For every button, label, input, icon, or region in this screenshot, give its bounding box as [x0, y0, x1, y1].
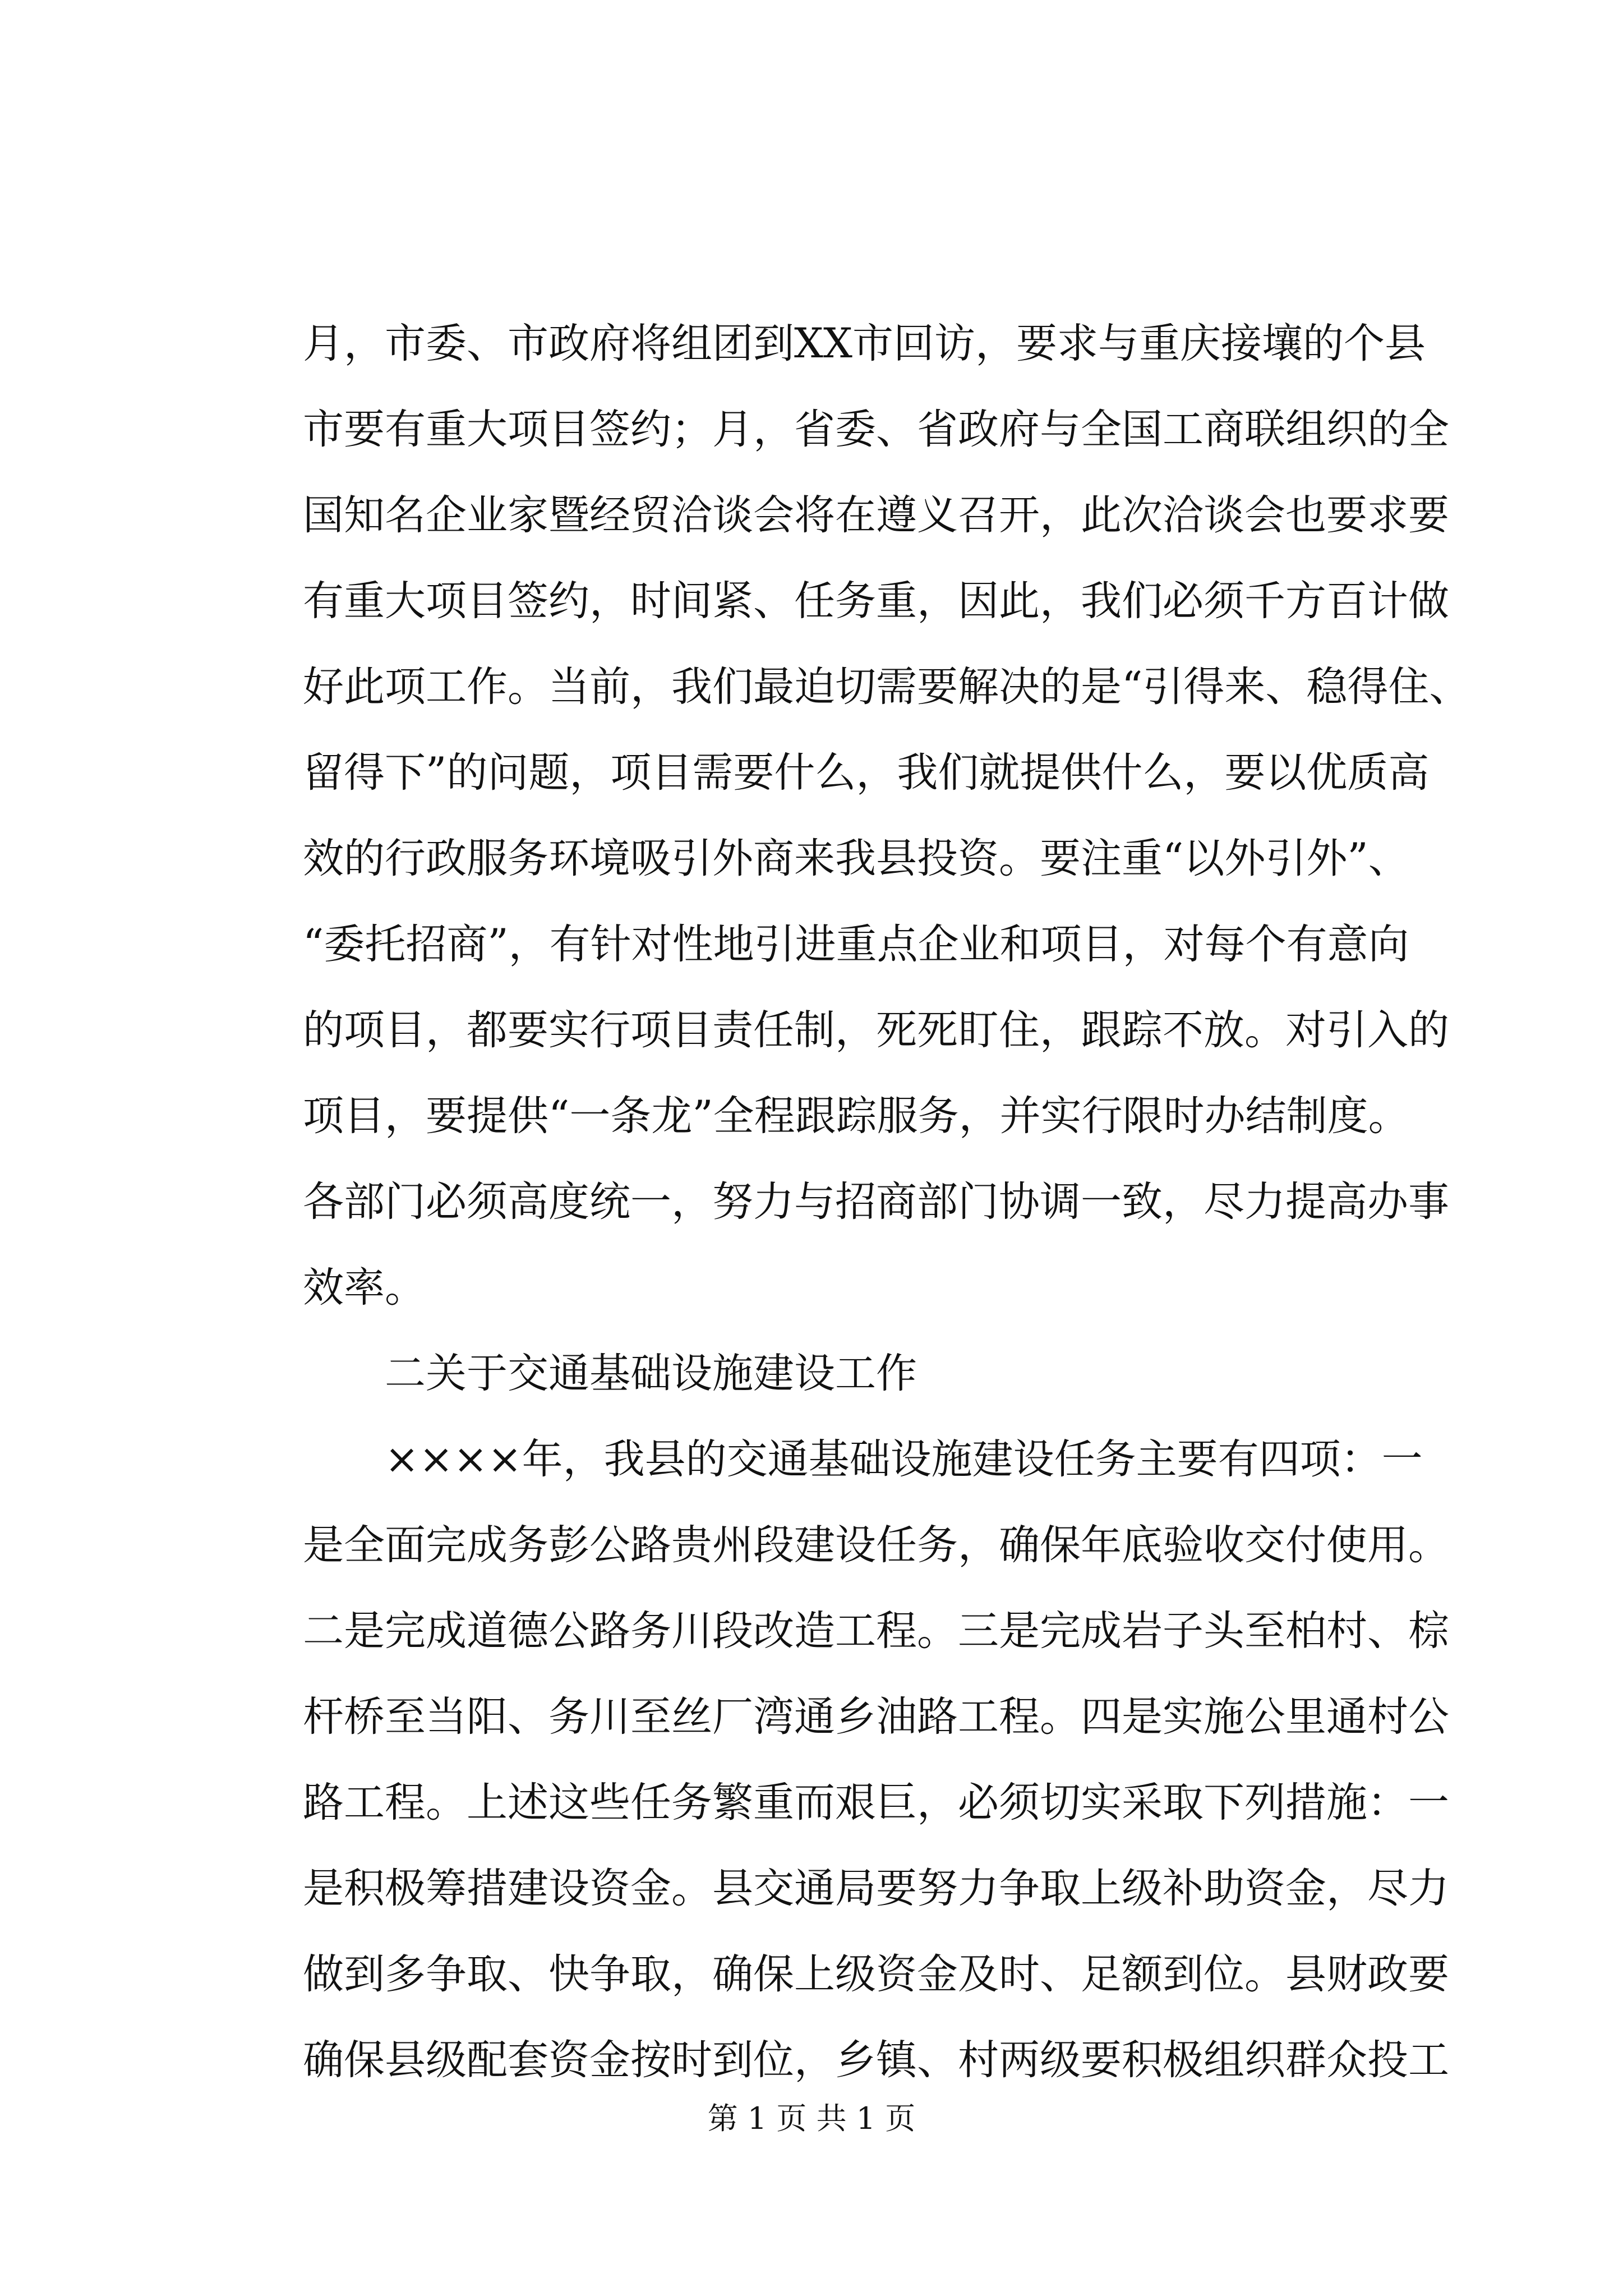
text-line: 有重大项目签约，时间紧、任务重，因此，我们必须千方百计做: [303, 577, 1449, 625]
text-line: 各部门必须高度统一，努力与招商部门协调一致，尽力提高办事: [303, 1178, 1449, 1226]
page-footer: 第 1 页 共 1 页: [707, 2101, 916, 2136]
text-line: 是全面完成务彭公路贵州段建设任务，确保年底验收交付使用。: [303, 1521, 1449, 1569]
text-line: 的项目，都要实行项目责任制，死死盯住，跟踪不放。对引入的: [303, 1006, 1449, 1054]
text-line: 路工程。上述这些任务繁重而艰巨，必须切实采取下列措施：一: [303, 1779, 1449, 1826]
text-line: 做到多争取、快争取，确保上级资金及时、足额到位。县财政要: [303, 1950, 1449, 1998]
text-line: 确保县级配套资金按时到位，乡镇、村两级要积极组织群众投工: [303, 2036, 1449, 2084]
text-line: 杆桥至当阳、务川至丝厂湾通乡油路工程。四是实施公里通村公: [303, 1693, 1449, 1741]
text-line: 好此项工作。当前，我们最迫切需要解决的是“引得来、稳得住、: [303, 663, 1470, 711]
text-line: 留得下”的问题，项目需要什么，我们就提供什么，要以优质高: [303, 749, 1430, 797]
text-line: 效的行政服务环境吸引外商来我县投资。要注重“以外引外”、: [303, 835, 1409, 882]
section-heading: 二关于交通基础设施建设工作: [385, 1350, 917, 1397]
document-body: [303, 301, 1470, 2103]
text-line: 效率。: [303, 1264, 426, 1312]
text-line: “委托招商”，有针对性地引进重点企业和项目，对每个有意向: [303, 921, 1409, 968]
text-line: 市要有重大项目签约；月，省委、省政府与全国工商联组织的全: [303, 406, 1449, 453]
text-line: 是积极筹措建设资金。县交通局要努力争取上级补助资金，尽力: [303, 1865, 1449, 1912]
text-line: 项目，要提供“一条龙”全程跟踪服务，并实行限时办结制度。: [303, 1092, 1409, 1140]
text-line: 国知名企业家暨经贸洽谈会将在遵义召开，此次洽谈会也要求要: [303, 491, 1449, 539]
text-line: 二是完成道德公路务川段改造工程。三是完成岩子头至柏村、棕: [303, 1607, 1449, 1655]
text-line: ××××年，我县的交通基础设施建设任务主要有四项：一: [385, 1435, 1423, 1483]
text-line: 月，市委、市政府将组团到XX市回访，要求与重庆接壤的个县: [303, 320, 1426, 367]
